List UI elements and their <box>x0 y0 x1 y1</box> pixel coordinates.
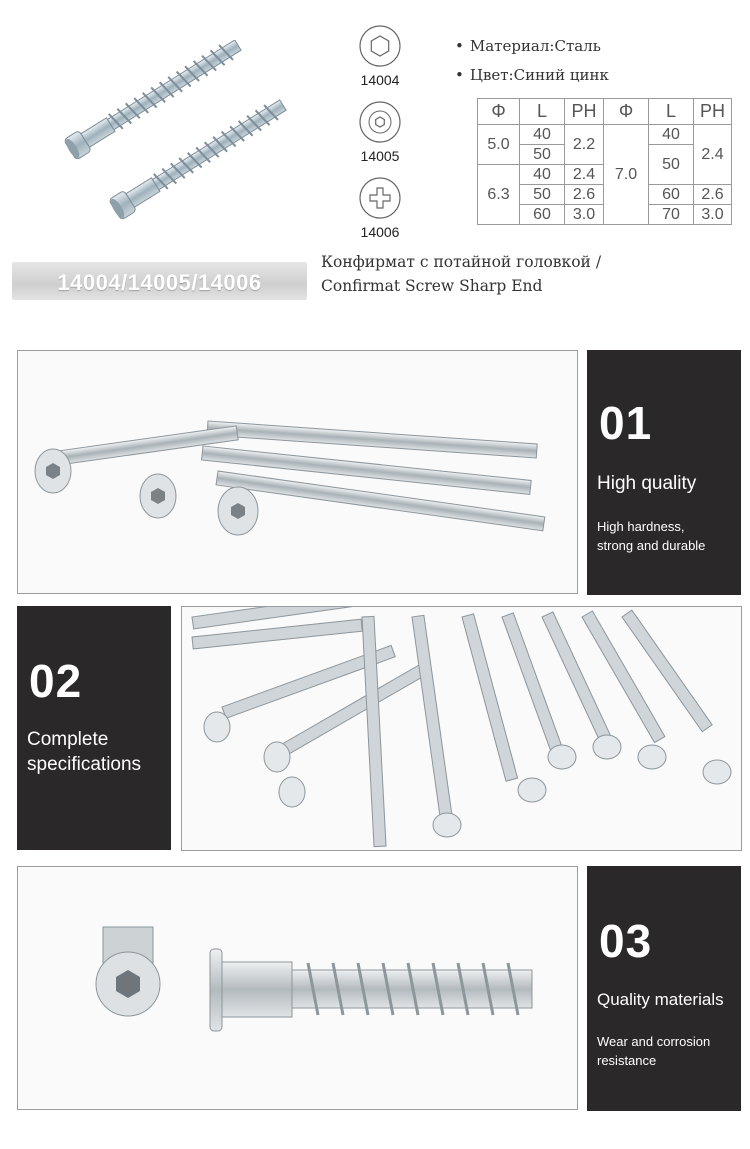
drive-code: 14006 <box>360 224 400 240</box>
table-cell: 40 <box>520 165 565 185</box>
property-material: • Материал:Сталь <box>455 37 601 55</box>
header-cell: PH <box>694 99 732 125</box>
screw-closeup-illustration <box>18 867 577 1109</box>
hex-socket-icon <box>358 24 402 68</box>
feature-panel-01 <box>587 350 741 595</box>
feature-description: Wear and corrosion resistance <box>597 1034 711 1068</box>
table-cell: 60 <box>520 205 565 225</box>
table-cell: 3.0 <box>565 205 604 225</box>
table-cell: 5.0 <box>478 125 520 165</box>
feature-panel-02 <box>17 606 171 850</box>
drive-code: 14005 <box>360 148 400 164</box>
model-banner <box>12 262 307 300</box>
product-screws-image <box>55 40 305 240</box>
drive-type-14006 <box>350 176 410 240</box>
header-cell: L <box>520 99 565 125</box>
drive-type-14004 <box>350 24 410 88</box>
caption-ru: Конфирмат с потайной головкой / <box>321 253 602 271</box>
feature-number: 01 <box>599 397 653 449</box>
table-cell: 6.3 <box>478 165 520 225</box>
table-cell: 2.4 <box>565 165 604 185</box>
table-cell: 2.2 <box>565 125 604 165</box>
caption-en: Confirmat Screw Sharp End <box>321 277 543 295</box>
header-cell: PH <box>565 99 604 125</box>
table-cell: 2.4 <box>694 125 732 185</box>
table-cell: 2.6 <box>694 185 732 205</box>
photo-screw-closeup <box>17 866 578 1110</box>
header-cell: L <box>649 99 694 125</box>
feature-description: High hardness, strong and durable <box>597 519 706 553</box>
phillips-cross-icon <box>358 176 402 220</box>
drive-type-14005 <box>350 100 410 164</box>
header-cell: Φ <box>478 99 520 125</box>
table-cell: 2.6 <box>565 185 604 205</box>
photo-screws-fan <box>181 606 742 851</box>
table-cell: 50 <box>520 145 565 165</box>
feature-title: Quality materials <box>597 990 724 1009</box>
product-properties <box>455 32 609 90</box>
table-cell: 70 <box>649 205 694 225</box>
table-cell: 50 <box>649 145 694 185</box>
table-cell: 3.0 <box>694 205 732 225</box>
table-cell: 40 <box>520 125 565 145</box>
spec-table-header <box>478 99 732 125</box>
photo-screws-pile <box>17 350 578 594</box>
feature-number: 02 <box>29 655 83 707</box>
hex-recess-icon <box>358 100 402 144</box>
table-cell: 40 <box>649 125 694 145</box>
screws-photo-illustration <box>18 351 577 593</box>
feature-title: High quality <box>597 473 697 494</box>
product-caption <box>321 250 601 298</box>
header-cell: Φ <box>604 99 649 125</box>
table-cell: 60 <box>649 185 694 205</box>
feature-panel-03 <box>587 866 741 1111</box>
table-cell: 7.0 <box>604 125 649 225</box>
drive-code: 14004 <box>360 72 400 88</box>
feature-title: Complete specifications <box>27 729 142 775</box>
screws-fan-illustration <box>182 607 741 850</box>
feature-number: 03 <box>599 915 653 967</box>
spec-table <box>477 98 732 225</box>
model-codes: 14004/14005/14006 <box>57 270 262 295</box>
table-cell: 50 <box>520 185 565 205</box>
property-color: • Цвет:Синий цинк <box>455 66 609 84</box>
